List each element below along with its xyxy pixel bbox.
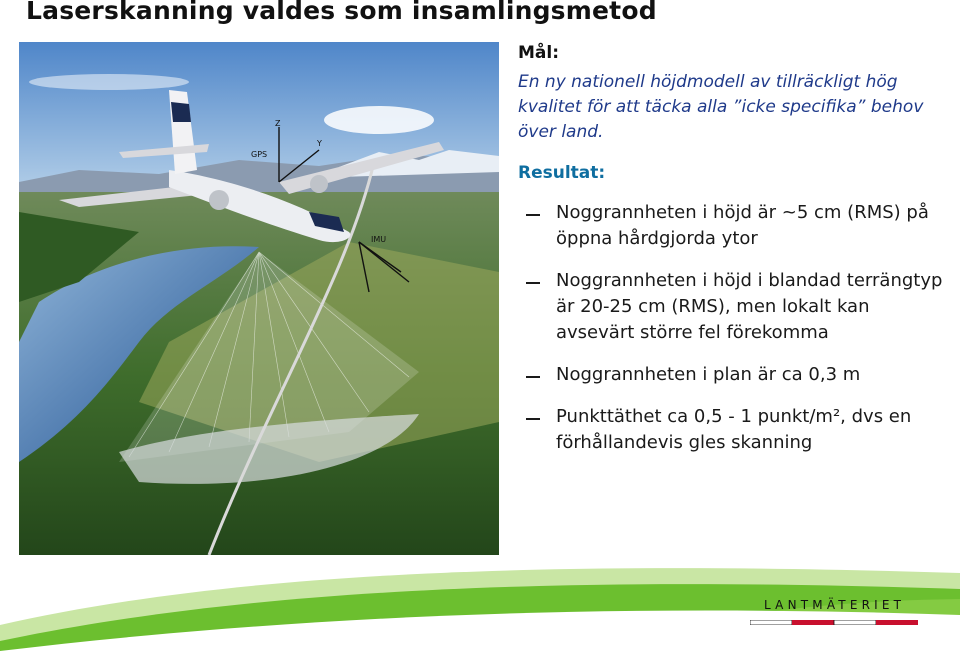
imu-label: IMU xyxy=(371,235,387,244)
result-item xyxy=(526,404,946,456)
result-item-text: Noggrannheten i höjd är ~5 cm (RMS) på öppna hårdgjorda ytor xyxy=(556,202,929,249)
gps-label: GPS xyxy=(251,150,268,159)
result-item xyxy=(526,362,946,388)
z-axis-label: Z xyxy=(275,119,281,128)
result-item-text: Punkttäthet ca 0,5 - 1 punkt/m², dvs en förhållandevis gles skanning xyxy=(556,406,912,453)
goal-text: En ny nationell höjdmodell av tillräckligt hög kvalitet för att täcka alla ”icke specifika” behov över land. xyxy=(518,72,924,142)
aerial-laser-scanning-photo xyxy=(19,42,499,555)
result-list xyxy=(526,200,946,456)
result-item xyxy=(526,268,946,346)
goal-heading: Mål: xyxy=(518,43,560,63)
y-axis-label: Y xyxy=(317,139,322,148)
lantmateriet-logo xyxy=(750,598,920,628)
logo-bar-icon xyxy=(750,620,918,625)
dash-bullet-icon xyxy=(526,214,540,216)
slide-title: Laserskanning valdes som insamlingsmetod xyxy=(26,0,657,25)
result-item-text: Noggrannheten i plan är ca 0,3 m xyxy=(556,364,861,385)
dash-bullet-icon xyxy=(526,282,540,284)
logo-text: LANTMÄTERIET xyxy=(764,598,906,612)
result-item xyxy=(526,200,946,252)
dash-bullet-icon xyxy=(526,418,540,420)
result-item-text: Noggrannheten i höjd i blandad terrängtyp är 20-25 cm (RMS), men lokalt kan avsevärt större fel förekomma xyxy=(556,270,943,343)
result-heading: Resultat: xyxy=(518,163,606,183)
dash-bullet-icon xyxy=(526,376,540,378)
